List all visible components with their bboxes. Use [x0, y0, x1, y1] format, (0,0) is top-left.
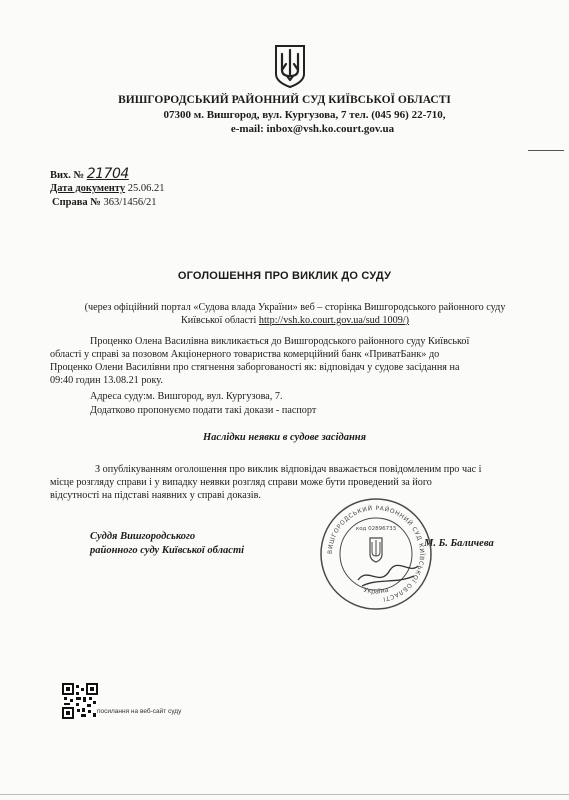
consequences-line-3: відсутності на підставі наявних у справі доказів. — [50, 490, 261, 501]
judge-role-line-2: районного суду Київської області — [90, 545, 245, 556]
outgoing-label: Вих. № — [50, 170, 85, 181]
consequences-line-2: місце розгляду справи і у випадку неявки розгляд справи може бути проведений за його — [50, 477, 432, 488]
outgoing-value: 21704 — [86, 166, 129, 182]
document-date — [50, 182, 164, 195]
seal-code: код 02896733 — [355, 526, 397, 532]
body-line-1: Проценко Олена Василівна викликається до Вишгородського районного суду Київської — [90, 336, 470, 347]
court-website-link[interactable]: http://vsh.ko.court.gov.ua/sud 1009/) — [258, 315, 410, 326]
body-line-4: 09:40 годин 13.08.21 року. — [50, 375, 163, 386]
case-label: Справа № — [52, 197, 101, 208]
court-email: e-mail: inbox@vsh.ko.court.gov.ua — [230, 123, 395, 135]
outgoing-number — [50, 168, 129, 182]
qr-caption: посилання на веб-сайт суду — [97, 708, 182, 715]
page-title: ОГОЛОШЕННЯ ПРО ВИКЛИК ДО СУДУ — [177, 270, 392, 282]
scan-mark — [528, 150, 564, 151]
case-value: 363/1456/21 — [103, 197, 157, 208]
qr-code[interactable] — [62, 683, 98, 719]
subtitle-line-2 — [40, 315, 550, 328]
case-number — [52, 196, 157, 209]
consequences-line-1: З опублікуванням оголошення про виклик відповідач вважається повідомленим про час і — [95, 464, 482, 475]
subtitle-text: Київської області — [180, 315, 259, 326]
subtitle-line-1: (через офіційний портал «Судова влада України» веб – сторінка Вишгородського районного суду — [84, 302, 506, 313]
court-seal-stamp — [318, 496, 434, 612]
consequences-heading: Наслідки неявки в судове засідання — [202, 432, 367, 443]
judge-name: М. Б. Баличева — [424, 538, 494, 549]
date-label: Дата документу — [50, 183, 126, 194]
seal-text-top: ВИШГОРОДСЬКИЙ РАЙОННИЙ СУД КИЇВСЬКОЇ ОБЛАСТІ — [326, 504, 426, 603]
court-name: ВИШГОРОДСЬКИЙ РАЙОННИЙ СУД КИЇВСЬКОЇ ОБЛАСТІ — [118, 94, 451, 106]
coat-of-arms-icon — [274, 44, 306, 88]
body-line-3: Проценко Олени Василівни про стягнення заборгованості як: відповідач у судове засідання на — [50, 362, 460, 373]
court-address: 07300 м. Вишгород, вул. Кургузова, 7 тел. (045 96) 22-710, — [163, 109, 446, 121]
court-address-line: Адреса суду:м. Вишгород, вул. Кургузова, 7. — [90, 391, 283, 402]
body-line-2: області у справі за позовом Акціонерного товариства комерційний банк «ПриватБанк» до — [50, 349, 440, 360]
judge-role-line-1: Суддя Вишгородського — [90, 531, 196, 542]
svg-text:Україна — [363, 586, 390, 596]
evidence-line: Додатково пропонуємо подати такі докази - паспорт — [90, 405, 317, 416]
date-value: 25.06.21 — [127, 183, 165, 194]
seal-text-bottom: Україна — [362, 585, 390, 596]
page-bottom-edge — [0, 794, 569, 795]
